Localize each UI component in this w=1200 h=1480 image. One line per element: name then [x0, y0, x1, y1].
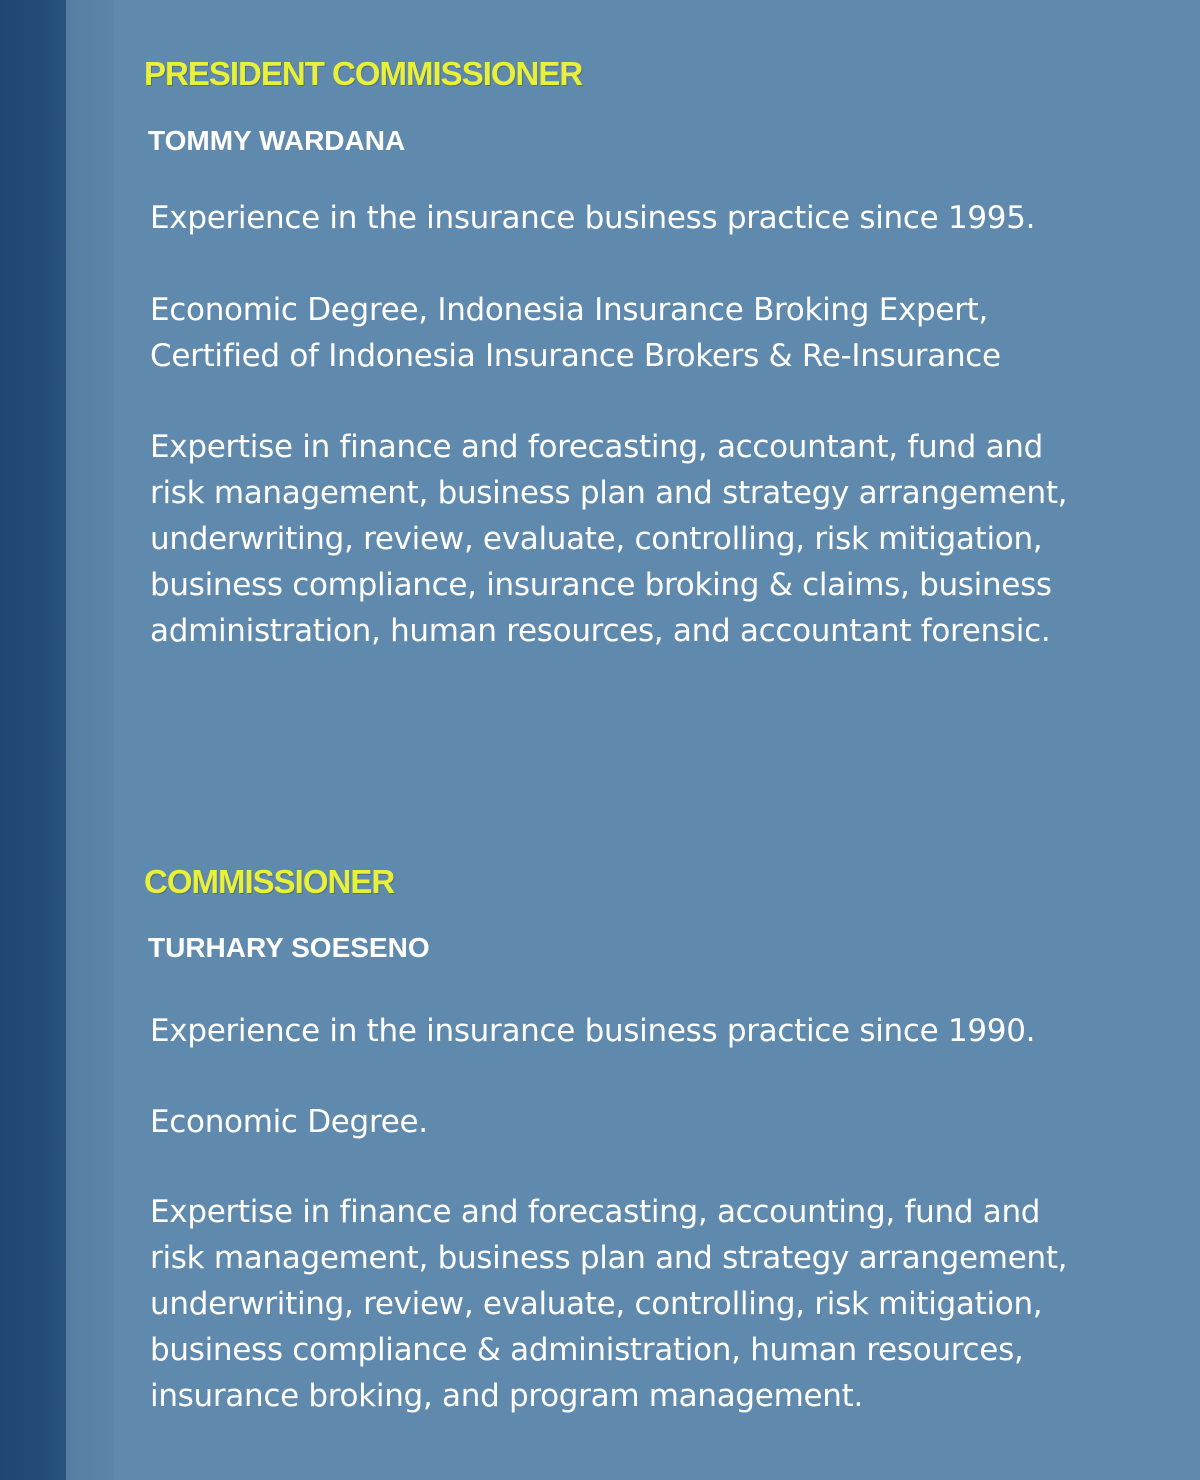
role-title: COMMISSIONER [144, 863, 395, 900]
role-title: PRESIDENT COMMISSIONER [144, 55, 583, 92]
person-name: TURHARY SOESENO [148, 932, 430, 963]
expertise-text: Expertise in finance and forecasting, accountant, fund and risk management, business plan and strategy arrangement, underwriting, review, evaluate, controlling, risk mitigation, business compliance, insurance broking & claims, business administration, human resources, and accountant forensic. [150, 429, 1068, 649]
education-text: Economic Degree, Indonesia Insurance Broking Expert, Certified of Indonesia Insurance Brokers & Re-Insurance [150, 292, 1001, 374]
education-text: Economic Degree. [150, 1104, 428, 1140]
expertise-text: Expertise in finance and forecasting, accounting, fund and risk management, business plan and strategy arrangement, underwriting, review, evaluate, controlling, risk mitigation, business compliance & administration, human resources, insurance broking, and program management. [150, 1194, 1068, 1414]
experience-text: Experience in the insurance business practice since 1995. [150, 200, 1036, 236]
experience-text: Experience in the insurance business practice since 1990. [150, 1013, 1036, 1049]
person-name: TOMMY WARDANA [148, 125, 406, 156]
